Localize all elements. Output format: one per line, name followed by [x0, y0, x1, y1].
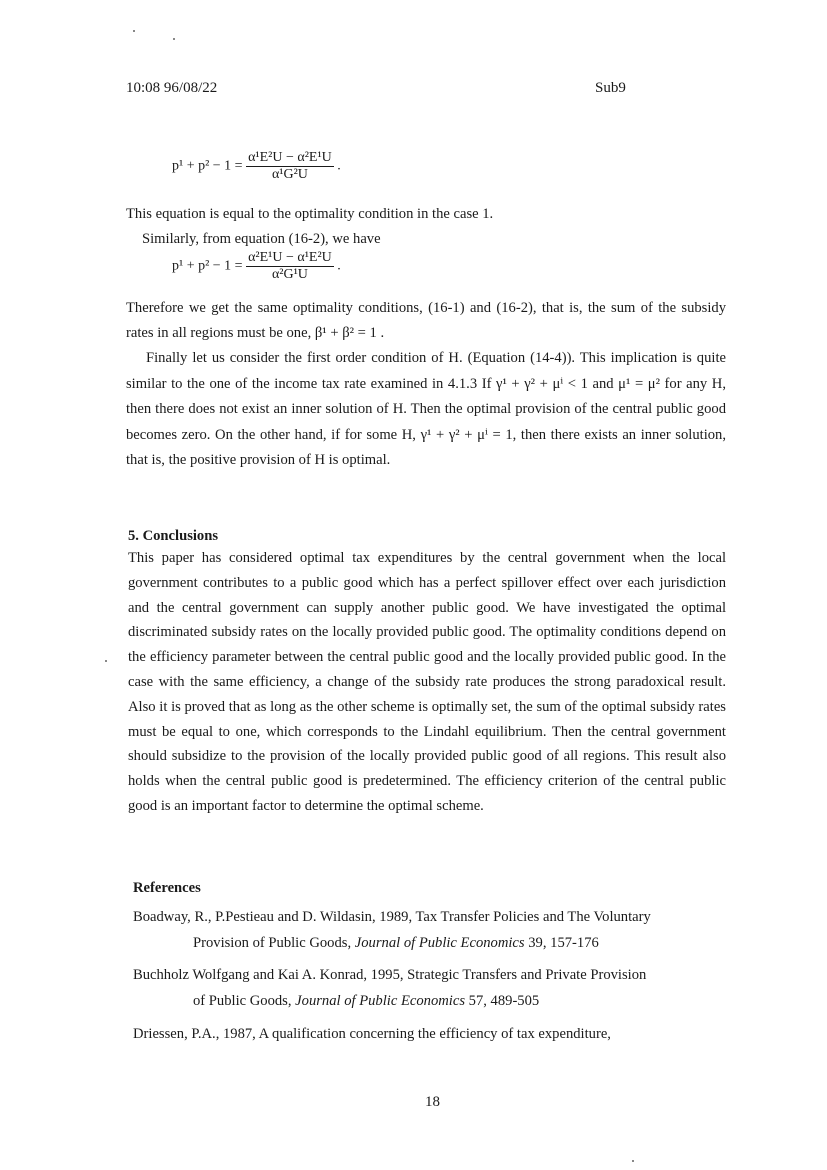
equation-1-lhs: p¹ + p² − 1 =: [172, 158, 243, 174]
equation-1-numerator: α¹E²U − α²E¹U: [248, 150, 332, 165]
scan-speck: [133, 30, 135, 32]
reference-buchholz: [133, 962, 729, 1014]
equation-1: [172, 150, 341, 183]
equation-2: [172, 250, 341, 283]
equation-2-fraction: [246, 250, 334, 283]
equation-1-fraction: [246, 150, 334, 183]
paragraph-sum-of-subsidy: Therefore we get the same optimality conditions, (16-1) and (16-2), that is, the sum of the subsidy rates in all regions must be one, β¹ + β² = 1 .: [126, 300, 726, 341]
body-line-2: Similarly, from equation (16-2), we have: [142, 231, 381, 247]
reference-lead: Driessen, P.A., 1987, A qualification concerning the efficiency of tax expenditure,: [133, 1026, 611, 1042]
scan-speck: [632, 1160, 634, 1162]
scan-speck: [173, 38, 175, 40]
reference-lead: Buchholz Wolfgang and Kai A. Konrad, 1995, Strategic Transfers and Private Provision: [133, 967, 647, 983]
equation-2-trail: .: [337, 258, 341, 274]
paragraph-first-order-condition: Finally let us consider the first order condition of H. (Equation (14-4)). This implication is quite similar to the one of the income tax rate examined in 4.1.3 If γ¹ + γ² + μⁱ < 1 and μ¹ = μ² for any H, then there does not exist an inner solution of H. Then the optimal provision of the central public good becomes zero. On the other hand, if for some H, γ¹ + γ² + μⁱ = 1, then there exists an inner solution, that is, the positive provision of H is optimal.: [126, 350, 726, 468]
scan-speck: [105, 660, 107, 662]
header-timestamp: 10:08 96/08/22: [126, 80, 218, 96]
reference-cont: Provision of Public Goods,: [193, 935, 352, 951]
equation-1-denominator: α¹G²U: [271, 167, 308, 182]
reference-tail: 39, 157-176: [528, 935, 599, 951]
header-label: Sub9: [595, 80, 626, 96]
reference-boadway: [133, 904, 729, 956]
equation-2-numerator: α²E¹U − α¹E²U: [248, 250, 332, 265]
reference-driessen: [133, 1021, 729, 1047]
references-heading: References: [133, 880, 201, 896]
page-number: 18: [425, 1094, 440, 1110]
equation-2-lhs: p¹ + p² − 1 =: [172, 258, 243, 274]
conclusions-heading: 5. Conclusions: [128, 528, 219, 544]
body-line-1: This equation is equal to the optimality condition in the case 1.: [126, 206, 494, 222]
reference-cont: of Public Goods,: [193, 993, 292, 1009]
conclusions-paragraph: This paper has considered optimal tax expenditures by the central government when the local government contributes to a public good which has a perfect spillover effect over each jurisdiction and the central government can supply another public good. We have investigated the optimal discriminated subsidy rates on the locally provided public good. The optimality conditions depend on the efficiency parameter between the central public good and the locally provided public good. In the case with the same efficiency, a change of the subsidy rate produces the strong paradoxical result. Also it is proved that as long as the other scheme is optimally set, the sum of the optimal subsidy rates must be equal to one, which corresponds to the Lindahl equilibrium. Then the central government should subsidize to the provision of the locally provided public good of all regions. This result also holds when the central public good is predetermined. The efficiency criterion of the central public good is an important factor to determine the optimal scheme.: [128, 550, 726, 814]
reference-lead: Boadway, R., P.Pestieau and D. Wildasin, 1989, Tax Transfer Policies and The Voluntary: [133, 909, 651, 925]
reference-tail: 57, 489-505: [468, 993, 540, 1009]
equation-1-trail: .: [337, 158, 341, 174]
reference-journal: Journal of Public Economics: [354, 935, 525, 951]
equation-2-denominator: α²G¹U: [271, 267, 308, 282]
reference-journal: Journal of Public Economics: [295, 993, 465, 1009]
